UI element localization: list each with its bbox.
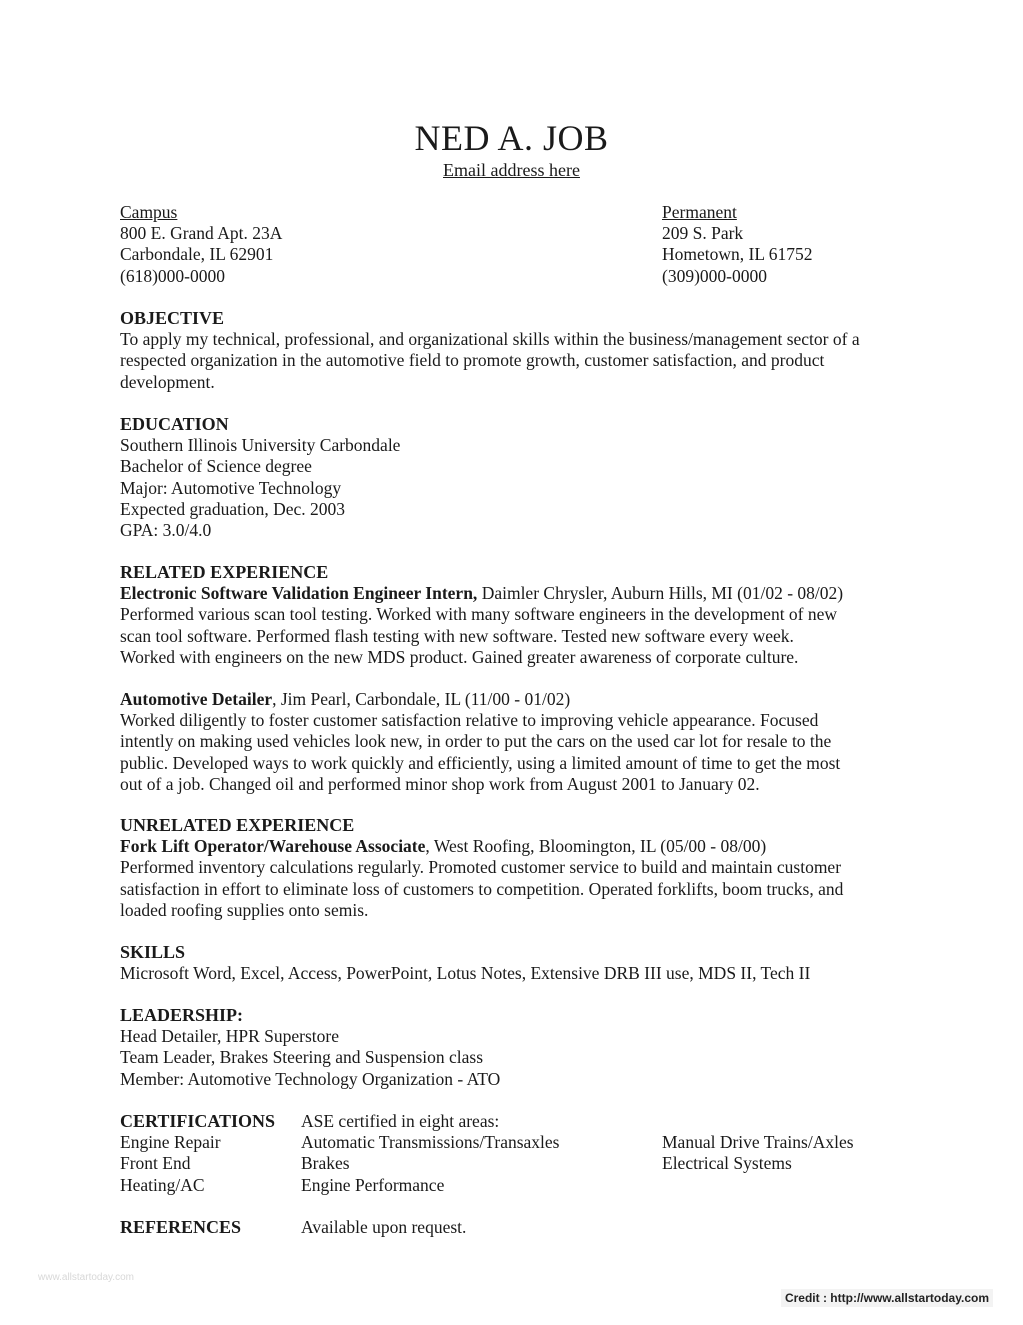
email-line [0, 159, 1023, 181]
campus-phone: (618)000-0000 [120, 265, 225, 286]
references-text-block [301, 1217, 466, 1238]
education-heading: EDUCATION [120, 414, 229, 434]
job-header [120, 836, 843, 857]
cert-item: Front End [120, 1153, 191, 1174]
leadership-section [120, 1005, 500, 1090]
leadership-line: Team Leader, Brakes Steering and Suspension class [120, 1047, 484, 1068]
job-detail: Daimler Chrysler, Auburn Hills, MI (01/02 - 08/02) [477, 583, 844, 604]
job-title: Automotive Detailer [120, 689, 273, 709]
objective-section [120, 308, 860, 393]
objective-line: respected organization in the automotive field to promote growth, customer satisfaction, and product [120, 350, 825, 371]
certifications-col1 [120, 1111, 275, 1196]
related-experience-section [120, 562, 843, 668]
education-section [120, 414, 400, 541]
objective-line: development. [120, 371, 215, 392]
cert-item: Manual Drive Trains/Axles [662, 1132, 854, 1152]
job-header [120, 689, 840, 710]
certifications-col2 [301, 1111, 559, 1196]
campus-line1: 800 E. Grand Apt. 23A [120, 223, 283, 244]
job-detail: , Jim Pearl, Carbondale, IL (11/00 - 01/02) [272, 689, 571, 709]
job-title: Electronic Software Validation Engineer Intern, [120, 583, 478, 604]
cert-item: Engine Repair [120, 1132, 221, 1153]
references-heading-block [120, 1217, 241, 1238]
job-line: public. Developed ways to work quickly and efficiently, using a limited amount of time to get the most [120, 752, 841, 773]
related-experience-heading: RELATED EXPERIENCE [120, 562, 329, 582]
cert-item: Heating/AC [120, 1174, 205, 1195]
cert-item: Brakes [301, 1153, 350, 1174]
permanent-line2: Hometown, IL 61752 [662, 244, 813, 265]
permanent-label: Permanent [662, 202, 737, 222]
permanent-phone: (309)000-0000 [662, 265, 767, 286]
education-line: GPA: 3.0/4.0 [120, 520, 212, 541]
skills-section [120, 942, 810, 984]
leadership-heading: LEADERSHIP: [120, 1005, 244, 1025]
education-line: Southern Illinois University Carbondale [120, 435, 401, 456]
job-line: out of a job. Changed oil and performed minor shop work from August 2001 to January 02. [120, 773, 760, 794]
cert-item: Engine Performance [301, 1174, 445, 1195]
campus-line2: Carbondale, IL 62901 [120, 244, 274, 265]
education-line: Major: Automotive Technology [120, 477, 342, 498]
skills-heading: SKILLS [120, 942, 186, 962]
references-text: Available upon request. [301, 1217, 467, 1237]
email-link[interactable]: Email address here [443, 160, 580, 180]
cert-item: Automatic Transmissions/Transaxles [301, 1132, 560, 1153]
permanent-line1: 209 S. Park [662, 223, 744, 244]
certifications-col3 [662, 1132, 854, 1174]
watermark-text: www.allstartoday.com [38, 1272, 134, 1283]
cert-intro: ASE certified in eight areas: [301, 1111, 500, 1131]
job-line: loaded roofing supplies onto semis. [120, 899, 369, 920]
job-line: Worked with engineers on the new MDS product. Gained greater awareness of corporate culture. [120, 646, 799, 667]
job-detail: , West Roofing, Bloomington, IL (05/00 - 08/00) [425, 836, 767, 857]
campus-label: Campus [120, 202, 178, 222]
objective-heading: OBJECTIVE [120, 308, 225, 328]
leadership-line: Member: Automotive Technology Organization - ATO [120, 1068, 501, 1089]
job-line: scan tool software. Performed flash testing with new software. Tested new software every week. [120, 625, 794, 646]
unrelated-experience-heading: UNRELATED EXPERIENCE [120, 815, 355, 835]
certifications-heading: CERTIFICATIONS [120, 1111, 276, 1131]
job-line: intently on making used vehicles look new, in order to put the cars on the used car lot for resale to the [120, 731, 832, 752]
job-line: Performed various scan tool testing. Worked with many software engineers in the development of new [120, 604, 838, 625]
permanent-address [662, 202, 813, 287]
references-heading: REFERENCES [120, 1217, 242, 1237]
education-line: Bachelor of Science degree [120, 456, 312, 477]
education-line: Expected graduation, Dec. 2003 [120, 498, 345, 519]
credit-link[interactable]: Credit : http://www.allstartoday.com [781, 1289, 993, 1307]
job-title: Fork Lift Operator/Warehouse Associate [120, 836, 426, 857]
skills-line: Microsoft Word, Excel, Access, PowerPoint, Lotus Notes, Extensive DRB III use, MDS II, Tech II [120, 963, 811, 984]
leadership-line: Head Detailer, HPR Superstore [120, 1026, 339, 1047]
job-line: Performed inventory calculations regularly. Promoted customer service to build and maintain customer [120, 857, 842, 878]
job-detailer [120, 689, 840, 795]
job-header [120, 583, 843, 604]
objective-line: To apply my technical, professional, and organizational skills within the business/management sector of a [120, 329, 860, 350]
job-line: Worked diligently to foster customer satisfaction relative to improving vehicle appearance. Focused [120, 710, 819, 731]
resume-name: NED A. JOB [414, 118, 609, 158]
campus-address [120, 202, 282, 287]
cert-item: Electrical Systems [662, 1153, 792, 1174]
unrelated-experience-section [120, 815, 843, 921]
job-line: satisfaction in effort to eliminate loss of customers to competition. Operated forklifts, boom trucks, and [120, 878, 844, 899]
